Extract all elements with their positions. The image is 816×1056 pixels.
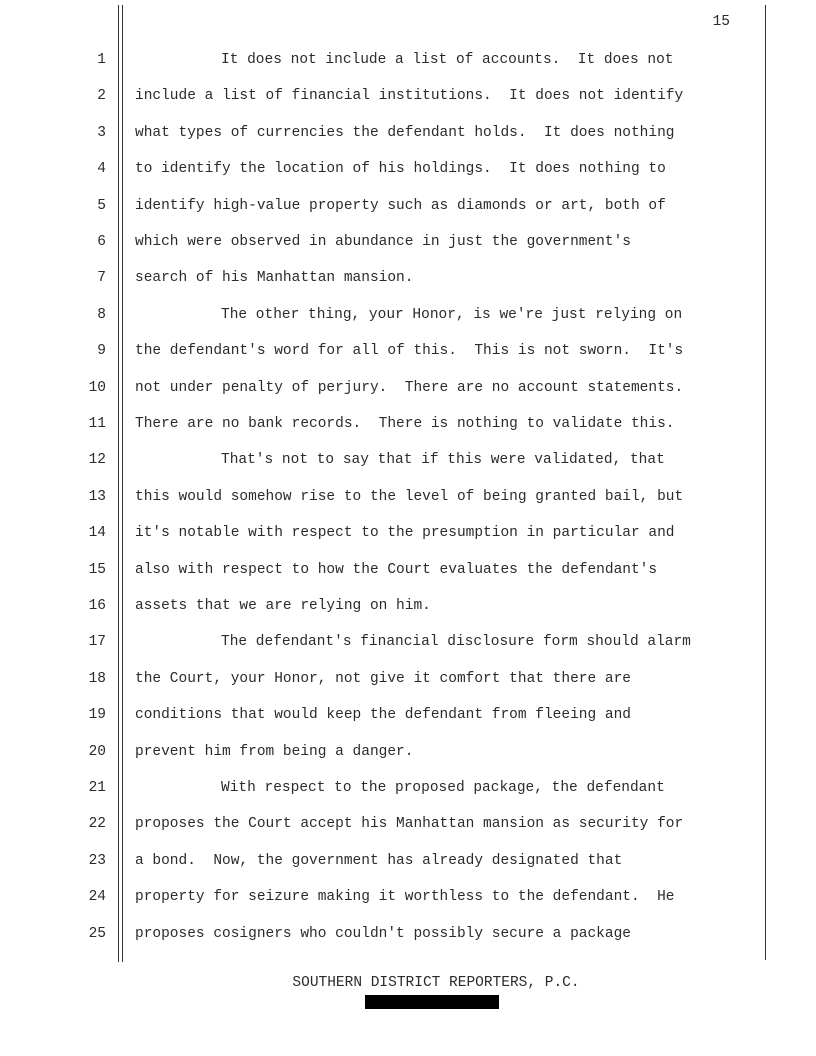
- line-text: the Court, your Honor, not give it comfort that there are: [135, 670, 631, 687]
- line-text: which were observed in abundance in just the government's: [135, 234, 631, 250]
- line-number: 23: [88, 852, 106, 869]
- line-number: 3: [97, 124, 106, 141]
- right-margin-rule: [765, 5, 766, 960]
- line-text: this would somehow rise to the level of being granted bail, but: [135, 488, 684, 505]
- line-text: prevent him from being a danger.: [135, 743, 414, 760]
- line-text: conditions that would keep the defendant from fleeing and: [135, 707, 631, 724]
- line-text: also with respect to how the Court evaluates the defendant's: [135, 561, 658, 578]
- line-number: 24: [88, 889, 106, 906]
- line-text: With respect to the proposed package, the defendant: [221, 780, 665, 796]
- line-number: 8: [97, 306, 106, 323]
- line-number: 6: [97, 234, 106, 250]
- line-number: 10: [88, 379, 106, 396]
- line-text: proposes cosigners who couldn't possibly secure a package: [135, 925, 631, 942]
- line-number: 2: [97, 88, 106, 105]
- line-number: 11: [88, 416, 106, 432]
- line-text: to identify the location of his holdings. It does nothing to: [135, 161, 666, 178]
- line-text: property for seizure making it worthless to the defendant. He: [135, 889, 675, 906]
- line-text: There are no bank records. There is nothing to validate this.: [135, 416, 675, 432]
- line-number: 12: [88, 452, 106, 469]
- line-number: 20: [88, 743, 106, 760]
- line-text: The defendant's financial disclosure form should alarm: [221, 634, 691, 651]
- line-number: 17: [88, 634, 106, 651]
- line-text: the defendant's word for all of this. This is not sworn. It's: [135, 343, 684, 360]
- line-text: include a list of financial institutions. It does not identify: [135, 88, 684, 105]
- line-text: The other thing, your Honor, is we're just relying on: [221, 306, 683, 323]
- line-number: 5: [97, 197, 106, 214]
- left-margin-rule-outer: [118, 5, 119, 962]
- line-number: 1: [97, 52, 106, 68]
- line-text: proposes the Court accept his Manhattan mansion as security for: [135, 816, 684, 833]
- line-text: It does not include a list of accounts. It does not: [221, 52, 674, 68]
- line-text: a bond. Now, the government has already designated that: [135, 852, 623, 869]
- line-number: 22: [88, 816, 106, 833]
- line-text: That's not to say that if this were validated, that: [221, 452, 665, 469]
- line-text: not under penalty of perjury. There are no account statements.: [135, 379, 684, 396]
- line-number: 15: [88, 561, 106, 578]
- line-number: 14: [88, 525, 106, 542]
- line-number: 7: [97, 270, 106, 287]
- line-number: 25: [88, 925, 106, 942]
- line-text: assets that we are relying on him.: [135, 598, 431, 614]
- line-number: 18: [88, 670, 106, 687]
- reporter-footer: SOUTHERN DISTRICT REPORTERS, P.C.: [292, 975, 580, 991]
- line-text: search of his Manhattan mansion.: [135, 270, 414, 287]
- line-number: 21: [88, 780, 106, 796]
- page-number: 15: [712, 14, 730, 30]
- line-number: 19: [88, 707, 106, 724]
- line-number: 9: [97, 343, 106, 360]
- line-number: 13: [88, 488, 106, 505]
- line-number: 16: [88, 598, 106, 614]
- left-margin-rule-inner: [122, 5, 123, 962]
- line-number: 4: [97, 161, 106, 178]
- line-text: what types of currencies the defendant holds. It does nothing: [135, 124, 675, 141]
- line-text: it's notable with respect to the presumption in particular and: [135, 525, 675, 542]
- line-text: identify high-value property such as diamonds or art, both of: [135, 197, 666, 214]
- redaction-bar: [365, 995, 499, 1009]
